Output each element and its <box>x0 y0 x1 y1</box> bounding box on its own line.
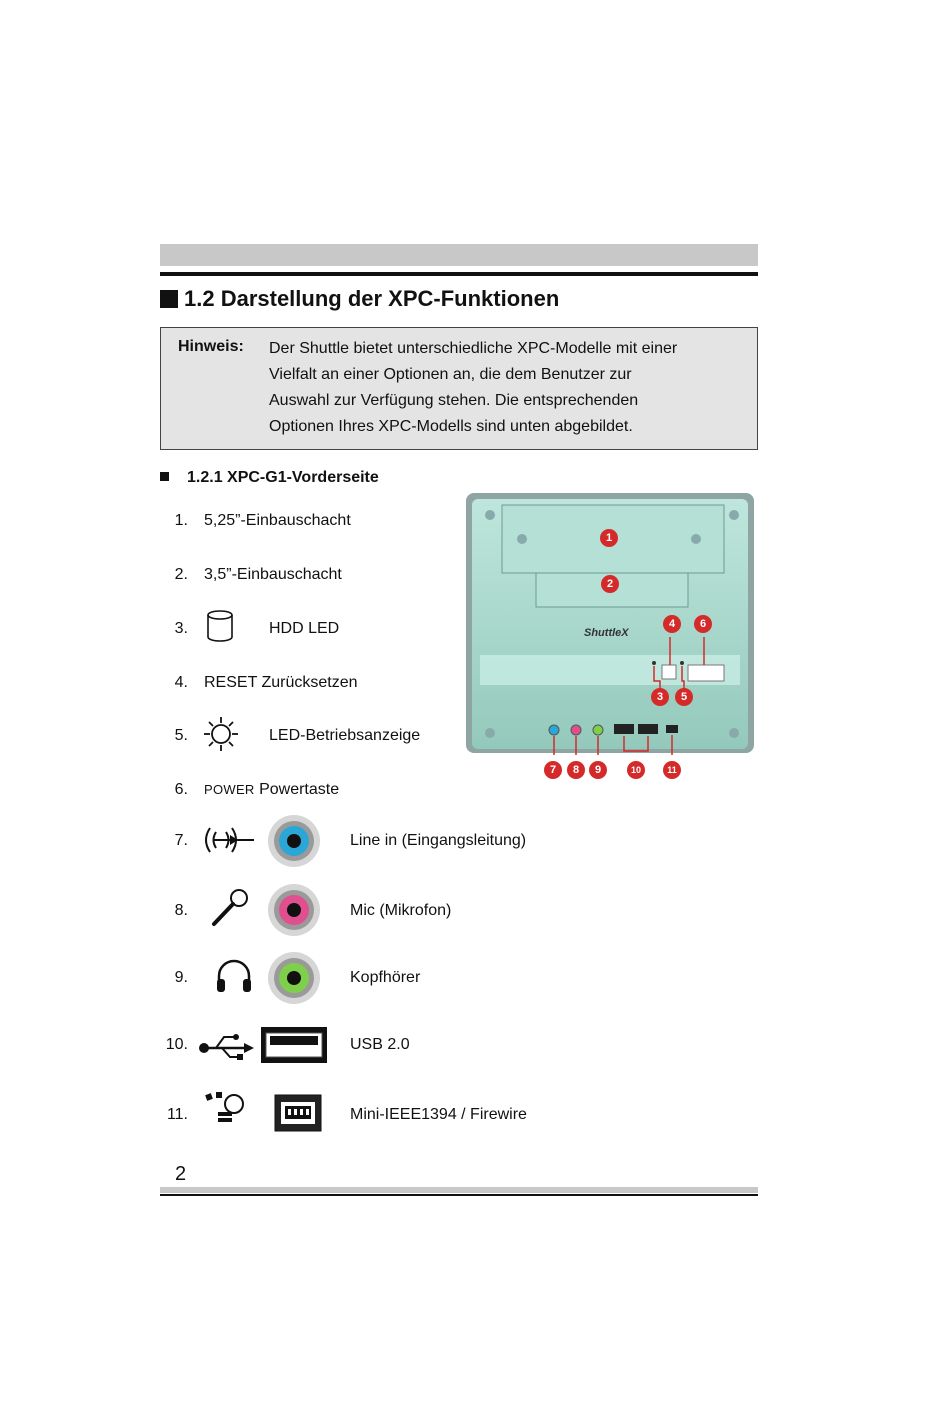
footer-gray-bar <box>160 1187 758 1193</box>
callout-badge: 2 <box>601 575 619 593</box>
note-label: Hinweis: <box>178 338 244 355</box>
item-label: 5,25”-Einbauschacht <box>204 512 351 529</box>
subsection-title: 1.2.1 XPC-G1-Vorderseite <box>160 469 379 487</box>
item-label: POWER Powertaste <box>204 781 340 798</box>
callout-badge: 6 <box>694 615 712 633</box>
line-in-icon <box>200 822 256 858</box>
item-label: USB 2.0 <box>350 1036 410 1053</box>
item-label: 3,5”-Einbauschacht <box>204 566 342 583</box>
section-title: 1.2 Darstellung der XPC-Funktionen <box>160 286 559 312</box>
item-label: HDD LED <box>269 620 340 637</box>
note-text: Der Shuttle bietet unterschiedliche XPC-Modelle mit einer Vielfalt an einer Optionen an, die dem Benutzer zur Auswahl zur Verfügung stehen. Die entsprechenden Optionen Ihres XPC-Modells sind unten abgebildet. <box>269 340 678 435</box>
header-gray-bar <box>160 244 758 266</box>
line-in-jack-icon <box>266 813 322 869</box>
callout-badge: 10 <box>627 761 645 779</box>
hdd-cylinder-icon <box>204 608 236 644</box>
item-label: Mic (Mikrofon) <box>350 902 452 919</box>
usb-port-icon <box>260 1026 328 1064</box>
square-bullet-icon <box>160 472 169 481</box>
headphones-icon <box>214 956 254 996</box>
usb-trident-icon <box>198 1032 256 1060</box>
item-number: 1. <box>174 512 188 529</box>
page-number: 2 <box>175 1163 187 1185</box>
firewire-port-icon <box>274 1094 322 1132</box>
item-number: 6. <box>174 781 188 798</box>
brand-logo: ShuttleX <box>584 627 629 639</box>
callout-badge: 5 <box>675 688 693 706</box>
callout-badge: 7 <box>544 761 562 779</box>
callout-badge: 9 <box>589 761 607 779</box>
item-number: 2. <box>174 566 188 583</box>
power-led-sun-icon <box>202 715 240 753</box>
item-label: Line in (Eingangsleitung) <box>350 832 527 849</box>
footer-rule <box>160 1194 758 1196</box>
note-box <box>160 327 758 450</box>
square-bullet-icon <box>160 290 178 308</box>
callout-badge: 8 <box>567 761 585 779</box>
power-prefix: POWER <box>204 782 255 797</box>
item-number: 9. <box>174 969 188 986</box>
item-label: Kopfhörer <box>350 969 421 986</box>
callout-badge: 11 <box>663 761 681 779</box>
item-label: LED-Betriebsanzeige <box>269 727 421 744</box>
item-label: RESET Zurücksetzen <box>204 674 358 691</box>
callout-badge: 3 <box>651 688 669 706</box>
item-number: 4. <box>174 674 188 691</box>
item-number: 7. <box>174 832 188 849</box>
item-number: 10. <box>165 1036 188 1053</box>
xpc-front-panel-image <box>466 493 754 776</box>
item-number: 3. <box>174 620 188 637</box>
callout-badge: 1 <box>600 529 618 547</box>
item-number: 11. <box>166 1106 188 1123</box>
mic-jack-icon <box>266 882 322 938</box>
item-number: 8. <box>174 902 188 919</box>
headphone-jack-icon <box>266 950 322 1006</box>
header-rule <box>160 272 758 276</box>
callout-badge: 4 <box>663 615 681 633</box>
item-number: 5. <box>174 727 188 744</box>
microphone-icon <box>208 886 252 930</box>
firewire-icon <box>204 1090 248 1128</box>
item-label: Mini-IEEE1394 / Firewire <box>350 1106 527 1123</box>
